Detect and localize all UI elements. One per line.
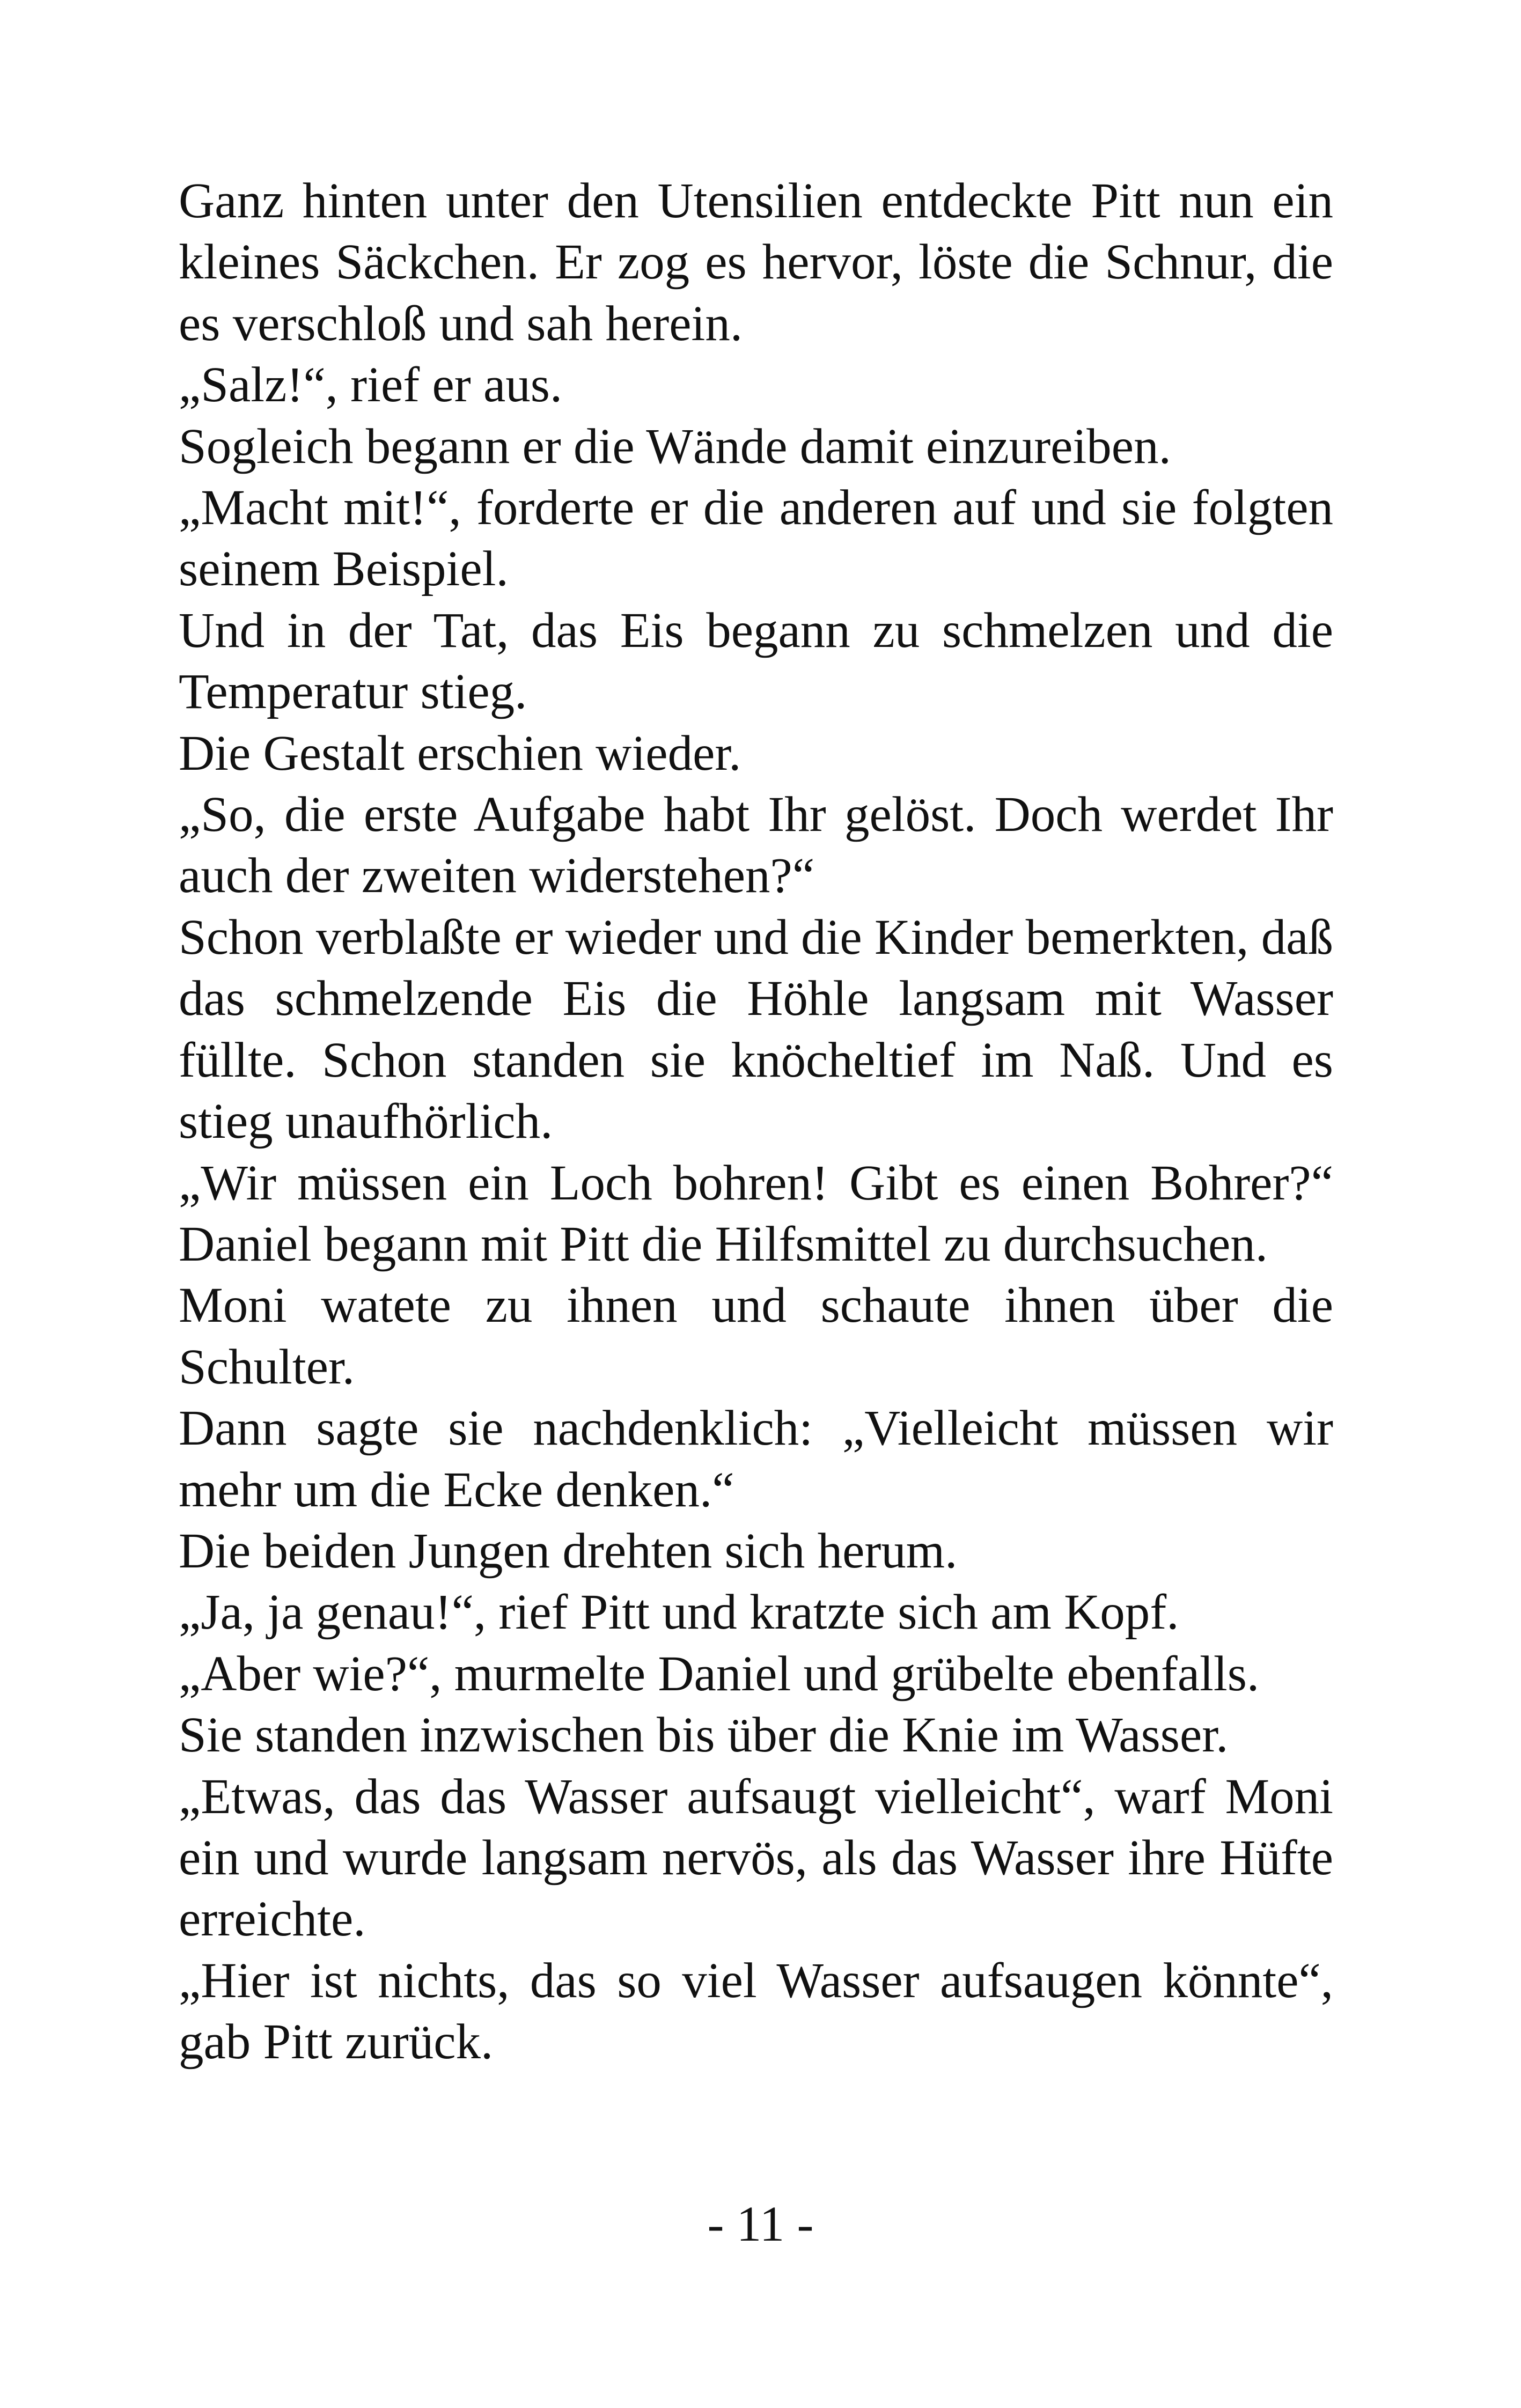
paragraph: „Wir müssen ein Loch bohren! Gibt es einen Bohrer?“ Daniel begann mit Pitt die Hilfsmittel zu durchsuchen. xyxy=(179,1155,1333,1272)
paragraph: Die Gestalt erschien wieder. xyxy=(179,725,741,781)
paragraph: „Macht mit!“, forderte er die anderen auf und sie folgten seinem Beispiel. xyxy=(179,480,1333,597)
page-number: - 11 - xyxy=(707,2197,814,2252)
paragraph: Moni watete zu ihnen und schaute ihnen über die Schulter. xyxy=(179,1278,1333,1395)
paragraph: Ganz hinten unter den Utensilien entdeckte Pitt nun ein kleines Säckchen. Er zog es hervor, löste die Schnur, die es verschloß und sah herein. xyxy=(179,173,1333,351)
paragraph: Sie standen inzwischen bis über die Knie im Wasser. xyxy=(179,1707,1229,1763)
paragraph: Dann sagte sie nachdenklich: „Vielleicht müssen wir mehr um die Ecke denken.“ xyxy=(179,1401,1333,1518)
paragraph: „Ja, ja genau!“, rief Pitt und kratzte sich am Kopf. xyxy=(179,1585,1179,1640)
paragraph: „Etwas, das das Wasser aufsaugt vielleicht“, warf Moni ein und wurde langsam nervös, als das Wasser ihre Hüfte erreichte. xyxy=(179,1769,1333,1947)
paragraph: „Hier ist nichts, das so viel Wasser aufsaugen könnte“, gab Pitt zurück. xyxy=(179,1953,1333,2070)
paragraph: „Aber wie?“, murmelte Daniel und grübelte ebenfalls. xyxy=(179,1646,1260,1702)
paragraph: Sogleich begann er die Wände damit einzureiben. xyxy=(179,418,1171,474)
body-text xyxy=(179,171,1333,2073)
paragraph: Schon verblaßte er wieder und die Kinder bemerkten, daß das schmelzende Eis die Höhle langsam mit Wasser füllte. Schon standen sie knöcheltief im Naß. Und es stieg unaufhörlich. xyxy=(179,909,1333,1150)
paragraph: Die beiden Jungen drehten sich herum. xyxy=(179,1523,958,1579)
paragraph: Und in der Tat, das Eis begann zu schmelzen und die Temperatur stieg. xyxy=(179,602,1333,720)
paragraph: „So, die erste Aufgabe habt Ihr gelöst. Doch werdet Ihr auch der zweiten widerstehen?“ xyxy=(179,787,1333,904)
paragraph: „Salz!“, rief er aus. xyxy=(179,357,563,413)
